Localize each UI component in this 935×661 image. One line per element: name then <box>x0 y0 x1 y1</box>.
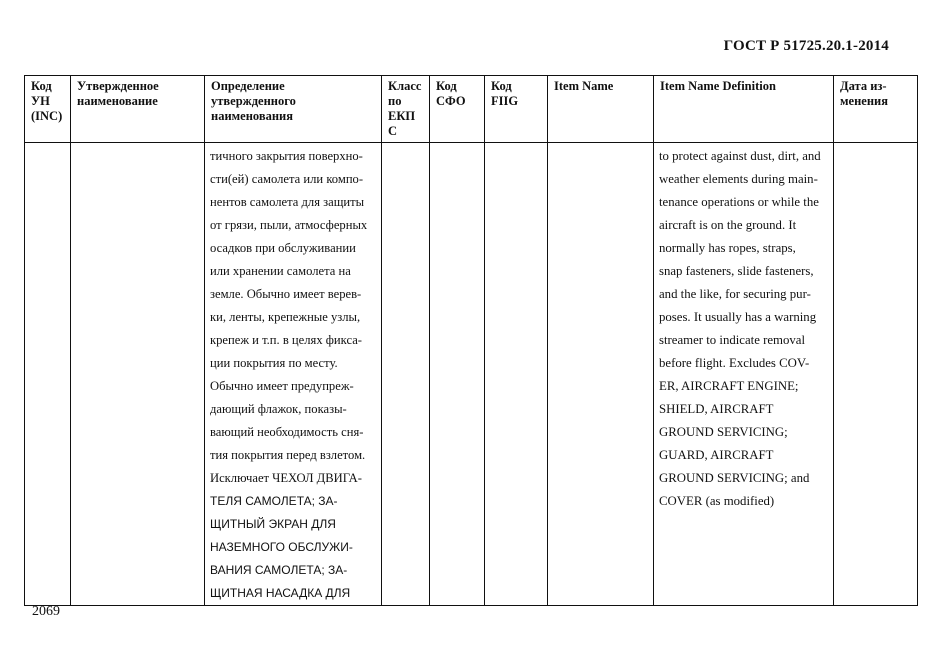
text-line: and the like, for securing pur- <box>659 287 811 301</box>
text-line: СФО <box>436 94 466 108</box>
text-line: нентов самолета для защиты <box>210 195 365 209</box>
definition-en-text <box>659 145 828 513</box>
text-line: aircraft is on the ground. It <box>659 218 797 232</box>
text-line: Код <box>31 79 52 93</box>
cell-item-name <box>548 143 654 606</box>
text-line: poses. It usually has a warning <box>659 310 817 324</box>
header-ekps-class <box>382 76 430 143</box>
text-line: snap fasteners, slide fasteners, <box>659 264 814 278</box>
cell-sfo-code <box>430 143 485 606</box>
text-line: наименования <box>211 109 294 123</box>
text-line: GROUND SERVICING; <box>659 425 788 439</box>
text-line: tenance operations or while the <box>659 195 819 209</box>
text-line: ER, AIRCRAFT ENGINE; <box>659 379 799 393</box>
cell-change-date <box>834 143 918 606</box>
cell-ekps-class <box>382 143 430 606</box>
cell-approved-name <box>71 143 205 606</box>
text-line: наименование <box>77 94 158 108</box>
text-line: Утвержденное <box>77 79 159 93</box>
text-line: осадков при обслуживании <box>210 241 356 255</box>
table-row <box>25 143 918 606</box>
text-line: COVER (as modified) <box>659 494 775 508</box>
header-item-name-definition <box>654 76 834 143</box>
text-line: сти(ей) самолета или компо- <box>210 172 364 186</box>
text-line: ВАНИЯ САМОЛЕТА; ЗА- <box>210 563 348 577</box>
text-line: или хранении самолета на <box>210 264 351 278</box>
header-item-name <box>548 76 654 143</box>
text-line: ки, ленты, крепежные узлы, <box>210 310 361 324</box>
text-line: крепеж и т.п. в целях фикса- <box>210 333 362 347</box>
text-line: weather elements during main- <box>659 172 818 186</box>
text-line: вающий необходимость сня- <box>210 425 364 439</box>
text-line: SHIELD, AIRCRAFT <box>659 402 774 416</box>
text-line: утвержденного <box>211 94 296 108</box>
header-fiig-code <box>485 76 548 143</box>
text-line: Item Name <box>554 79 614 93</box>
text-line: normally has ropes, straps, <box>659 241 796 255</box>
text-line: Обычно имеет предупреж- <box>210 379 354 393</box>
text-line: тичного закрытия поверхно- <box>210 149 363 163</box>
header-sfo-code <box>430 76 485 143</box>
text-line: ции покрытия по месту. <box>210 356 338 370</box>
cell-definition-ru <box>205 143 382 606</box>
text-line: Класс <box>388 79 422 93</box>
page-number: 2069 <box>32 604 60 619</box>
text-line: УН <box>31 94 50 108</box>
header-definition-ru <box>205 76 382 143</box>
text-line: ЩИТНАЯ НАСАДКА ДЛЯ <box>210 586 351 600</box>
text-line: ТЕЛЯ САМОЛЕТА; ЗА- <box>210 494 338 508</box>
text-line: Дата из- <box>840 79 887 93</box>
text-line: Item Name Definition <box>660 79 776 93</box>
text-line: НАЗЕМНОГО ОБСЛУЖИ- <box>210 540 353 554</box>
text-line: Код <box>491 79 512 93</box>
text-line: Исключает ЧЕХОЛ ДВИГА- <box>210 471 362 485</box>
header-approved-name <box>71 76 205 143</box>
text-line: GROUND SERVICING; and <box>659 471 810 485</box>
text-line: от грязи, пыли, атмосферных <box>210 218 368 232</box>
text-line: Определение <box>211 79 285 93</box>
text-line: streamer to indicate removal <box>659 333 806 347</box>
catalog-table <box>24 75 918 606</box>
document-header: ГОСТ Р 51725.20.1-2014 <box>723 38 889 54</box>
text-line: ЩИТНЫЙ ЭКРАН ДЛЯ <box>210 517 336 531</box>
text-line: GUARD, AIRCRAFT <box>659 448 774 462</box>
definition-ru-text <box>210 145 376 605</box>
header-row <box>25 76 918 143</box>
cell-fiig-code <box>485 143 548 606</box>
text-line: before flight. Excludes COV- <box>659 356 810 370</box>
text-line: менения <box>840 94 888 108</box>
cell-inc <box>25 143 71 606</box>
header-inc <box>25 76 71 143</box>
cell-item-name-definition <box>654 143 834 606</box>
text-line: по <box>388 94 402 108</box>
text-line: земле. Обычно имеет верев- <box>210 287 362 301</box>
text-line: ЕКП <box>388 109 416 123</box>
text-line: тия покрытия перед взлетом. <box>210 448 366 462</box>
text-line: Код <box>436 79 457 93</box>
text-line: FIIG <box>491 94 519 108</box>
header-change-date <box>834 76 918 143</box>
text-line: to protect against dust, dirt, and <box>659 149 821 163</box>
text-line: (INC) <box>31 109 63 123</box>
text-line: дающий флажок, показы- <box>210 402 347 416</box>
text-line: С <box>388 124 398 138</box>
